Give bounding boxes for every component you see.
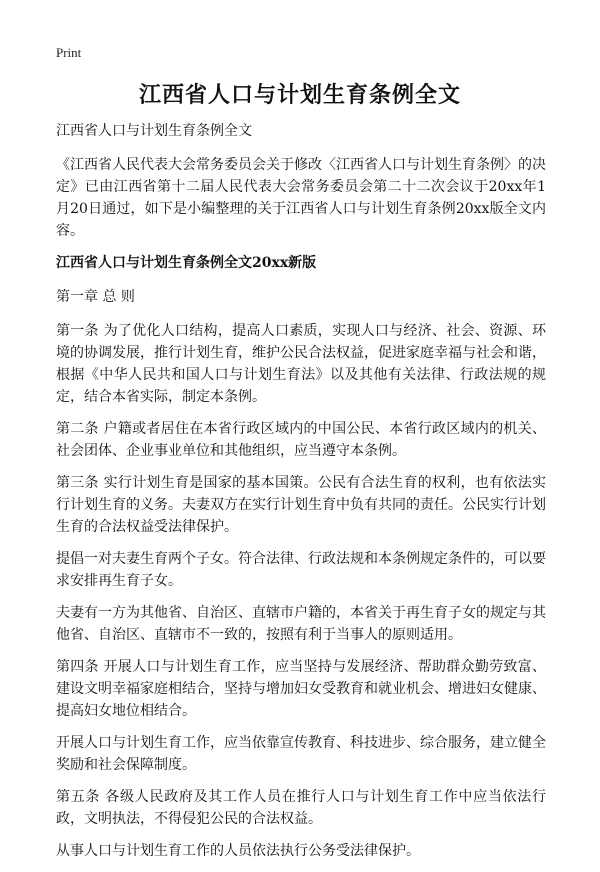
chapter-heading: 第一章 总 则 [56, 289, 135, 305]
article-3-paragraph: 第三条 实行计划生育是国家的基本国策。公民有合法生育的权利，也有依法实行计划生育的义务。夫妻双方在实行计划生育中负有共同的责任。公民实行计划生育的合法权益受法律保护。 [56, 475, 546, 535]
page-title: 江西省人口与计划生育条例全文 [138, 82, 461, 108]
print-link[interactable]: Print [56, 45, 82, 60]
article-4-paragraph: 第四条 开展人口与计划生育工作，应当坚持与发展经济、帮助群众勤劳致富、建设文明幸福家庭相结合，坚持与增加妇女受教育和就业机会、增进妇女健康、提高妇女地位相结合。 [56, 659, 546, 719]
section-heading: 江西省人口与计划生育条例全文20xx新版 [56, 255, 317, 271]
article-3-paragraph-2: 提倡一对夫妻生育两个子女。符合法律、行政法规和本条例规定条件的，可以要求安排再生育子女。 [56, 551, 546, 589]
article-2-paragraph: 第二条 户籍或者居住在本省行政区域内的中国公民、本省行政区域内的机关、社会团体、企业事业单位和其他组织，应当遵守本条例。 [56, 421, 546, 459]
article-4-paragraph-2: 开展人口与计划生育工作，应当依靠宣传教育、科技进步、综合服务，建立健全奖励和社会保障制度。 [56, 735, 546, 773]
article-1-paragraph: 第一条 为了优化人口结构，提高人口素质，实现人口与经济、社会、资源、环境的协调发展，推行计划生育，维护公民合法权益，促进家庭幸福与社会和谐，根据《中华人民共和国人口与计划生育法》以及其他有关法律、行政法规的规定，结合本省实际，制定本条例。 [56, 323, 546, 405]
article-3-paragraph-3: 夫妻有一方为其他省、自治区、直辖市户籍的，本省关于再生育子女的规定与其他省、自治区、直辖市不一致的，按照有利于当事人的原则适用。 [56, 605, 546, 643]
article-5-paragraph-2: 从事人口与计划生育工作的人员依法执行公务受法律保护。 [56, 843, 420, 859]
article-5-paragraph: 第五条 各级人民政府及其工作人员在推行人口与计划生育工作中应当依法行政，文明执法，不得侵犯公民的合法权益。 [56, 789, 546, 827]
document-body [56, 120, 546, 872]
intro-paragraph: 《江西省人民代表大会常务委员会关于修改〈江西省人口与计划生育条例〉的决定》已由江西省第十二届人民代表大会常务委员会第二十二次会议于20xx年1月20日通过，如下是小编整理的关于江西省人口与计划生育条例20xx版全文内容。 [56, 157, 546, 239]
document-subtitle: 江西省人口与计划生育条例全文 [56, 123, 252, 139]
